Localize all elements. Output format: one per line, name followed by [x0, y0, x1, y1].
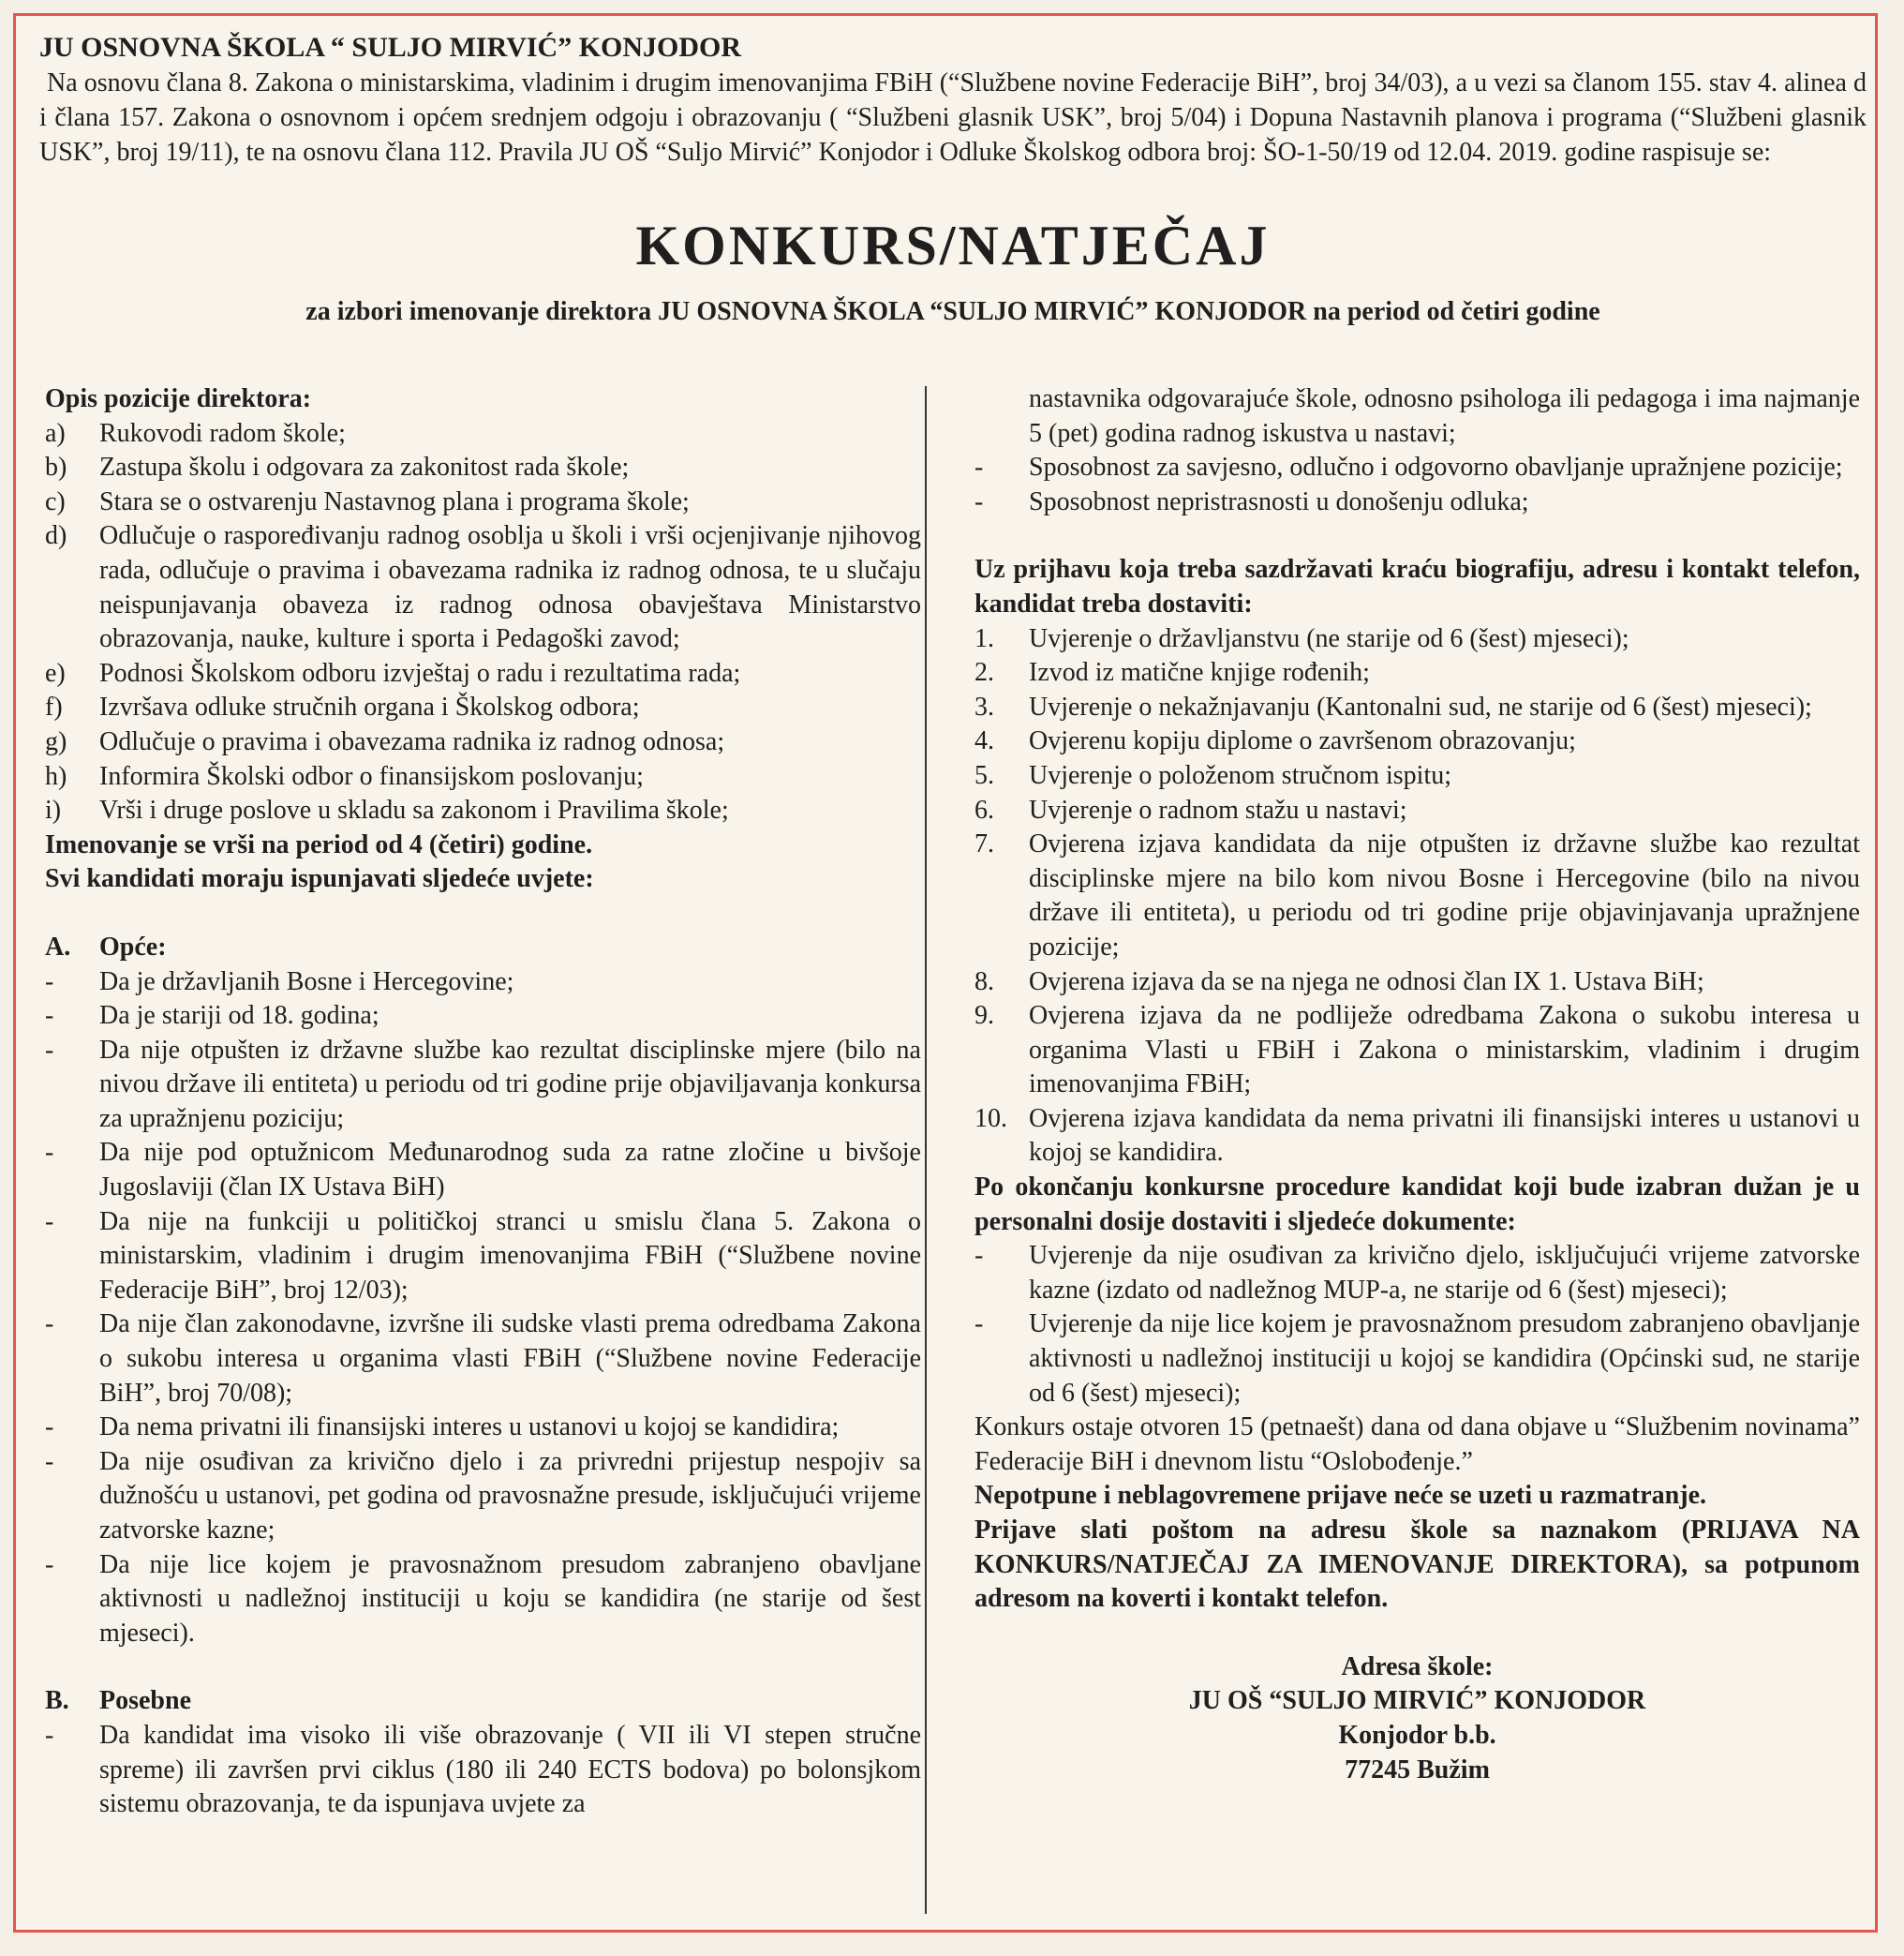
list-marker: i) [45, 796, 62, 826]
list-item [974, 965, 1860, 1000]
list-item [974, 794, 1860, 829]
list-marker: 10. [974, 1103, 1007, 1133]
list-text: Izvršava odluke stručnih organa i Školskog odbora; [99, 693, 640, 723]
list-marker: f) [45, 693, 63, 723]
list-item [45, 451, 921, 485]
list-text: Uvjerenje o nekažnjavanju (Kantonalni sud, ne starije od 6 (šest) mjeseci); [1029, 692, 1812, 722]
slati-notice: Prijave slati poštom na adresu škole sa naznakom (PRIJAVA NA KONKURS/NATJEČAJ ZA IMENOVANJE DIREKTORA), sa potpunom adresom na koverti i kontakt telefon. [974, 1516, 1860, 1614]
list-marker: - [974, 1309, 984, 1339]
address-block [974, 1650, 1860, 1787]
list-text: Da je državljanih Bosne i Hercegovine; [99, 966, 514, 996]
list-marker: 2. [974, 658, 994, 688]
list-text: Ovjerena izjava kandidata da nema privatni ili finansijski interes u ustanovi u kojoj se kandidira. [1029, 1103, 1860, 1168]
section-marker: B. [45, 1686, 69, 1716]
opce-list [45, 965, 921, 1651]
list-text: Sposobnost za savjesno, odlučno i odgovorno obavljanje upražnjene pozicije; [1029, 453, 1843, 483]
list-item [974, 1239, 1860, 1307]
list-text: Uvjerenje da nije osuđivan za krivično djelo, isključujući vrijeme zatvorske kazne (izdato od nadležnog MUP-a, ne starije od 6 (šest) mjeseci); [1029, 1241, 1860, 1305]
list-text: Uvjerenje o položenom stručnom ispitu; [1029, 760, 1452, 790]
list-text: Ovjerena izjava kandidata da nije otpušten iz državne službe kao rezultat disciplinske mjere na bilo kom nivou Bosne i Hercegovine (bilo na nivou države ili entiteta), u periodu od tri godine prije objavinjavanja upražnjene pozicije; [1029, 829, 1860, 962]
opce-heading [45, 931, 921, 965]
documents-list [974, 622, 1860, 1172]
otvoren-paragraph: Konkurs ostaje otvoren 15 (petnaešt) dana od dana objave u “Službenim novinama” Federacije BiH i dnevnom listu “Oslobođenje.” [974, 1412, 1860, 1476]
list-item [45, 657, 921, 692]
list-text: Da nije na funkciji u političkoj stranci u smislu člana 5. Zakona o ministarskim, vladinim i drugim imenovanjima FBiH (“Službene novine Federacije BiH”, broj 12/03); [99, 1206, 921, 1305]
document-title: KONKURS/NATJEČAJ [635, 215, 1271, 276]
list-item [45, 1411, 921, 1445]
section-title: Posebne [99, 1686, 191, 1716]
opis-heading: Opis pozicije direktora: [45, 384, 312, 413]
list-text: Vrši i druge poslove u skladu sa zakonom i Pravilima škole; [99, 796, 729, 826]
list-text: Uvjerenje o državljanstvu (ne starije od 6 (šest) mjeseci); [1029, 623, 1629, 653]
list-text: Da nije lice kojem je pravosnažnom presudom zabranjeno obavljane aktivnosti u nadležnoj instituciji u koju se kandidira (ne starije od šest mjeseci). [99, 1549, 921, 1648]
list-text: Da nije osuđivan za krivično djelo i za privredni prijestup nespojiv sa dužnošću u ustanovi, pet godina od pravosnažne presude, isključujući vrijeme zatvorske kazne; [99, 1446, 921, 1545]
imenovanje-statement: Imenovanje se vrši na period od 4 (četiri) godine. [45, 829, 593, 859]
list-item [974, 828, 1860, 964]
list-marker: - [45, 1138, 54, 1168]
list-text: Izvod iz matične knjige rođenih; [1029, 658, 1370, 688]
uvjeti-heading: Svi kandidati moraju ispunjavati sljedeće uvjete: [45, 864, 594, 894]
list-text: Da nije član zakonodavne, izvršne ili sudske vlasti prema odredbama Zakona o sukobu interesa u organima vlasti FBiH (“Službene novine Federacije BiH”, broj 70/08); [99, 1309, 921, 1408]
list-item [974, 759, 1860, 794]
list-text: Uvjerenje o radnom stažu u nastavi; [1029, 795, 1407, 825]
list-item [974, 999, 1860, 1102]
nepotpune-notice: Nepotpune i neblagovremene prijave neće se uzeti u razmatranje. [974, 1481, 1706, 1511]
list-marker: - [974, 453, 984, 483]
posebne-heading [45, 1684, 921, 1719]
list-item [45, 417, 921, 452]
list-text: Ovjerena izjava da se na njega ne odnosi član IX 1. Ustava BiH; [1029, 966, 1704, 996]
list-text: Da nije otpušten iz državne službe kao rezultat disciplinske mjere (bilo na nivou države ili entiteta) u periodu od tri godine prije objaviljavanja konkursa za upražnjenu poziciju; [99, 1035, 921, 1133]
okoncanje-heading: Po okončanju konkursne procedure kandidat koji bude izabran dužan je u personalni dosije dostaviti i sljedeće dokumente: [974, 1172, 1860, 1236]
list-marker: - [45, 1206, 54, 1236]
list-marker: 7. [974, 829, 994, 859]
list-item [45, 1719, 921, 1822]
list-item [45, 1445, 921, 1548]
list-marker: a) [45, 418, 66, 448]
prijava-heading: Uz prijhavu koja treba sazdržavati kraću biografiju, adresu i kontakt telefon, kandidat treba dostaviti: [974, 555, 1860, 619]
list-item [974, 724, 1860, 759]
document-header [39, 30, 1867, 329]
list-item-continued [974, 382, 1860, 451]
address-line: 77245 Bužim [1345, 1754, 1490, 1784]
list-marker: b) [45, 453, 67, 483]
list-item [974, 691, 1860, 725]
list-marker: 8. [974, 966, 994, 996]
list-marker: 9. [974, 1001, 994, 1031]
list-text: Ovjerena izjava da ne podliježe odredbama Zakona o sukobu interesa u organima Vlasti u FBiH i Zakona o ministarskim, vladinim i drugim imenovanjima FBiH; [1029, 1001, 1860, 1099]
list-text: Podnosi Školskom odboru izvještaj o radu i rezultatima rada; [99, 658, 741, 688]
list-marker: h) [45, 761, 67, 791]
list-text: Informira Školski odbor o finansijskom poslovanju; [99, 761, 644, 791]
list-item [974, 451, 1860, 485]
list-text: Stara se o ostvarenju Nastavnog plana i programa škole; [99, 486, 690, 516]
list-marker: 6. [974, 795, 994, 825]
list-item [45, 1034, 921, 1137]
list-marker: - [45, 1412, 54, 1442]
list-item [45, 1548, 921, 1651]
address-line: JU OŠ “SULJO MIRVIĆ” KONJODOR [1188, 1686, 1646, 1716]
list-item [45, 965, 921, 1000]
list-item [45, 760, 921, 795]
list-item [974, 1307, 1860, 1411]
list-text: Da je stariji od 18. godina; [99, 1001, 379, 1031]
list-marker: - [45, 1720, 54, 1750]
list-marker: - [45, 966, 54, 996]
list-text: Da nema privatni ili finansijski interes u ustanovi u kojoj se kandidira; [99, 1412, 840, 1442]
list-item [45, 725, 921, 760]
list-marker: 3. [974, 692, 994, 722]
list-item [974, 656, 1860, 691]
list-text: nastavnika odgovarajuće škole, odnosno psihologa ili pedagoga i ima najmanje 5 (pet) godina radnog iskustva u nastavi; [1029, 384, 1860, 448]
section-marker: A. [45, 932, 71, 962]
list-item [45, 485, 921, 520]
list-marker: c) [45, 486, 66, 516]
list-text: Sposobnost nepristrasnosti u donošenju odluka; [1029, 486, 1529, 516]
list-marker: g) [45, 726, 67, 756]
list-text: Zastupa školu i odgovara za zakonitost rada škole; [99, 453, 630, 483]
list-item [45, 519, 921, 656]
list-marker: - [45, 1035, 54, 1065]
list-marker: - [45, 1309, 54, 1339]
right-column [974, 382, 1860, 1787]
list-marker: - [974, 1241, 984, 1271]
list-item [45, 1136, 921, 1204]
column-divider [925, 386, 927, 1914]
list-item [974, 485, 1860, 520]
list-marker: 5. [974, 760, 994, 790]
section-title: Opće: [99, 932, 167, 962]
list-item [974, 1102, 1860, 1171]
list-marker: e) [45, 658, 66, 688]
list-item [45, 794, 921, 829]
list-item [45, 1205, 921, 1308]
list-marker: 1. [974, 623, 994, 653]
intro-paragraph: Na osnovu člana 8. Zakona o ministarskima, vladinim i drugim imenovanjima FBiH (“Službene novine Federacije BiH”, broj 34/03), a u vezi sa članom 155. stav 4. alinea d i člana 157. Zakona o osnovnom i općem srednjem odgoju i obrazovanju ( “Službeni glasnik USK”, broj 5/04) i Dopuna Nastavnih planova i programa (“Službeni glasnik USK”, broj 19/11), te na osnovu člana 112. Pravila JU OŠ “Suljo Mirvić” Konjodor i Odluke Školskog odbora broj: ŠO-1-50/19 od 12.04. 2019. godine raspisuje se: [39, 68, 1867, 167]
opis-list [45, 417, 921, 829]
list-marker: - [45, 1001, 54, 1031]
list-text: Rukovodi radom škole; [99, 418, 346, 448]
list-text: Odlučuje o raspoređivanju radnog osoblja u školi i vrši ocjenjivanje njihovog rada, odlučuje o pravima i obavezama radnika iz radnog odnosa, te u slučaju neispunjavanja obaveza iz radnog odnosa obavještava Ministarstvo obrazovanja, nauke, kulture i sporta i Pedagoški zavod; [99, 521, 921, 654]
list-item [45, 1307, 921, 1411]
list-text: Da kandidat ima visoko ili više obrazovanje ( VII ili VI stepen stručne spreme) ili završen prvi ciklus (180 ili 240 ECTS bodova) po bolonsjkom sistemu obrazovanja, te da ispunjava uvjete za [99, 1720, 921, 1819]
list-marker: d) [45, 521, 67, 551]
list-text: Uvjerenje da nije lice kojem je pravosnažnom presudom zabranjeno obavljanje aktivnosti u nadležnoj instituciji u kojoj se kandidira (Općinski sud, ne starije od 6 (šest) mjeseci); [1029, 1309, 1860, 1408]
list-item [45, 691, 921, 725]
list-item [974, 622, 1860, 657]
list-marker: 4. [974, 726, 994, 756]
list-text: Da nije pod optužnicom Međunarodnog suda za ratne zločine u bivšoje Jugoslaviji (član IX Ustava BiH) [99, 1138, 921, 1202]
list-marker: - [45, 1549, 54, 1579]
list-marker: - [45, 1446, 54, 1476]
list-item [45, 999, 921, 1034]
list-text: Odlučuje o pravima i obavezama radnika iz radnog odnosa; [99, 726, 725, 756]
school-name-header: JU OSNOVNA ŠKOLA “ SULJO MIRVIĆ” KONJODOR [39, 32, 742, 63]
left-column [45, 382, 921, 1822]
address-line: Konjodor b.b. [1338, 1720, 1496, 1750]
list-marker: - [974, 486, 984, 516]
document-subtitle: za izbori imenovanje direktora JU OSNOVNA ŠKOLA “SULJO MIRVIĆ” KONJODOR na period od četiri godine [305, 297, 1600, 326]
list-text: Ovjerenu kopiju diplome o završenom obrazovanju; [1029, 726, 1576, 756]
address-label: Adresa škole: [1341, 1651, 1494, 1681]
